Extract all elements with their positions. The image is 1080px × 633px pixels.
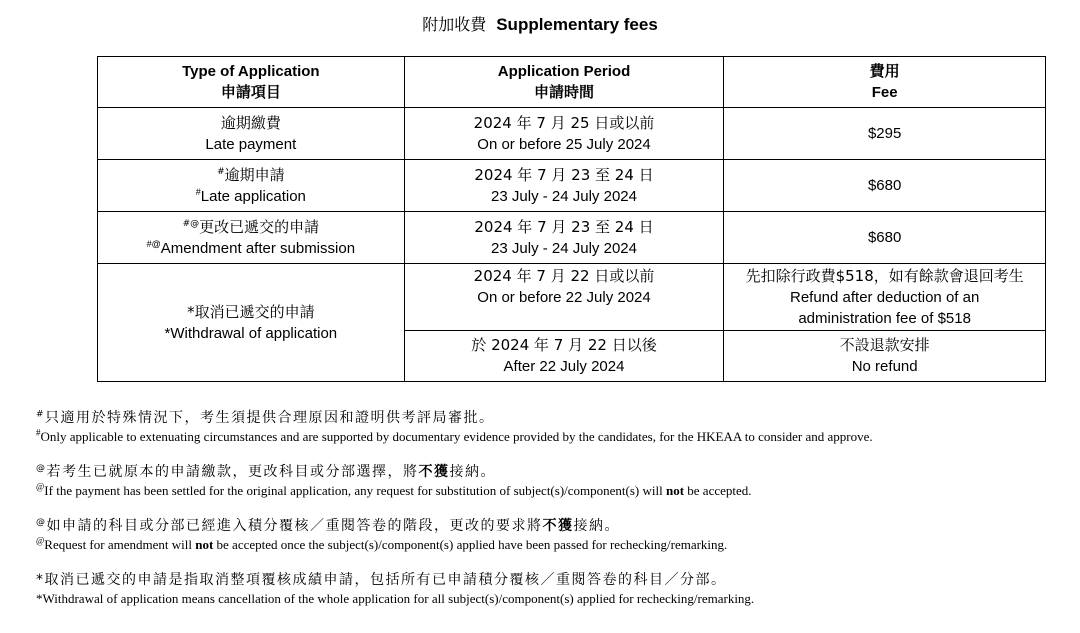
fees-table bbox=[97, 56, 1046, 382]
title-zh: 附加收費 bbox=[422, 15, 487, 34]
page-title bbox=[0, 12, 1080, 35]
type-cell: #@更改已遞交的申請 #@Amendment after submission bbox=[98, 212, 405, 264]
period-cell: 於 2024 年 7 月 22 日以後 After 22 July 2024 bbox=[404, 331, 724, 382]
fee-cell: $680 bbox=[724, 160, 1046, 212]
fee-cell: 先扣除行政費$518，如有餘款會退回考生 Refund after deduction of an administration fee of $518 bbox=[724, 264, 1046, 331]
fee-cell: $295 bbox=[724, 108, 1046, 160]
header-type: Type of Application 申請項目 bbox=[98, 57, 405, 108]
type-cell: #逾期申請 #Late application bbox=[98, 160, 405, 212]
table-row bbox=[98, 212, 1046, 264]
footnote-star: *取消已遞交的申請是指取消整項覆核成績申請，包括所有已申請積分覆核／重閱答卷的科目／分部。 *Withdrawal of application means cancellation of the whole application for all subject(s)/component(s) applied for rechecking/remarking. bbox=[36, 572, 755, 606]
footnote-at-2: @如申請的科目或分部已經進入積分覆核／重閱答卷的階段，更改的要求將不獲接納。 @Request for amendment will not be accepted once the subject(s)/component(s) applied have been passed for rechecking/remarking. bbox=[36, 517, 728, 552]
footnote-at-1: @若考生已就原本的申請繳款，更改科目或分部選擇，將不獲接納。 @If the payment has been settled for the original application, any request for substitution of subject(s)/component(s) will not be accepted. bbox=[36, 463, 752, 498]
period-cell: 2024 年 7 月 22 日或以前 On or before 22 July 2024 bbox=[404, 264, 724, 331]
fee-cell: $680 bbox=[724, 212, 1046, 264]
fee-cell: 不設退款安排 No refund bbox=[724, 331, 1046, 382]
table-row bbox=[98, 108, 1046, 160]
type-cell: 逾期繳費 Late payment bbox=[98, 108, 405, 160]
period-cell: 2024 年 7 月 25 日或以前 On or before 25 July 2024 bbox=[404, 108, 724, 160]
period-cell: 2024 年 7 月 23 至 24 日 23 July - 24 July 2024 bbox=[404, 160, 724, 212]
period-cell: 2024 年 7 月 23 至 24 日 23 July - 24 July 2024 bbox=[404, 212, 724, 264]
title-en: Supplementary fees bbox=[496, 15, 658, 34]
header-row bbox=[98, 57, 1046, 108]
header-fee: 費用 Fee bbox=[724, 57, 1046, 108]
footnote-hash: #只適用於特殊情況下，考生須提供合理原因和證明供考評局審批。 #Only applicable to extenuating circumstances and are supported by documentary evidence provided by the candidates, for the HKEAA to consider and approve. bbox=[36, 409, 873, 444]
footnotes bbox=[36, 408, 1066, 624]
header-period: Application Period 申請時間 bbox=[404, 57, 724, 108]
table-row bbox=[98, 160, 1046, 212]
table-row bbox=[98, 264, 1046, 331]
type-cell: *取消已遞交的申請 *Withdrawal of application bbox=[98, 264, 405, 382]
